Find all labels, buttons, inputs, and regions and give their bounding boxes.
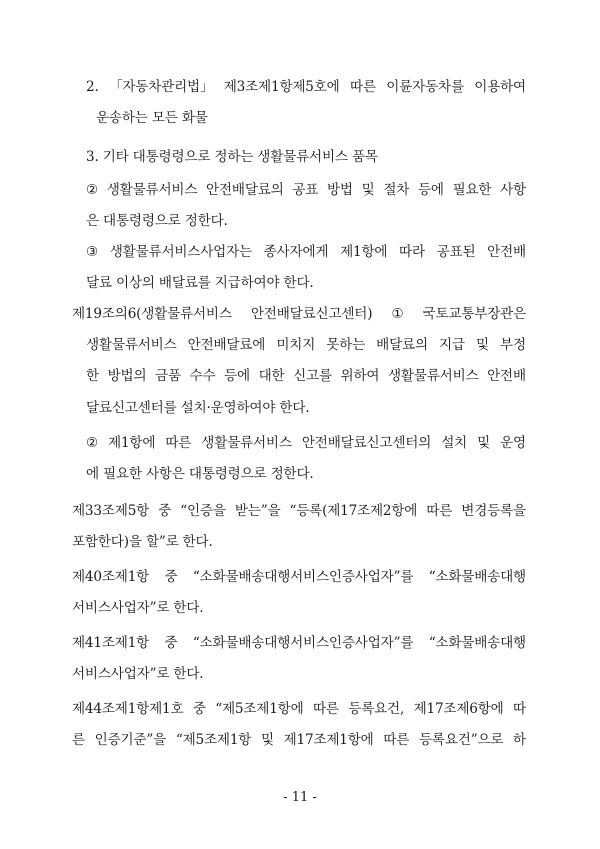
word: ③ — [86, 244, 98, 260]
word: 중 — [164, 635, 178, 651]
word: 변경등록을 — [461, 503, 526, 519]
word: 한 — [86, 368, 99, 384]
word: 생활물류서비스 — [387, 368, 479, 384]
article-heading-line — [72, 305, 526, 323]
text-line: 달료신고센터를 설치·운영하여야 한다. — [86, 400, 310, 416]
word: 인증기준”을 — [94, 732, 167, 748]
word: 안전배 — [487, 244, 526, 260]
word: 생활물류서비스 — [201, 435, 292, 451]
word: 른 — [72, 732, 85, 748]
word: 안전배 — [487, 368, 526, 384]
word: 운영 — [500, 435, 526, 451]
word: 따 — [513, 701, 526, 717]
word: 받는”을 — [234, 503, 281, 519]
word: 및 — [477, 435, 491, 451]
word: 중 — [164, 569, 178, 585]
word: 제19조의6(생활물류서비스 — [72, 306, 232, 322]
text-line: 에 필요한 사항은 대통령령으로 정한다. — [86, 466, 314, 482]
word: 필요한 — [452, 182, 492, 198]
word: 설치 — [441, 435, 468, 451]
word: 수수 — [189, 368, 216, 384]
word: 배달료의 — [376, 337, 428, 353]
word: “소화물배송대행 — [428, 569, 526, 585]
word: “등록(제17조제2항에 — [289, 503, 418, 519]
word: “소화물배송대행서비스인증사업자”를 — [192, 635, 414, 651]
word: 따른 — [312, 701, 339, 717]
word: 제41조제1항 — [72, 635, 150, 651]
word: 생활물류서비스사업자는 — [109, 244, 252, 260]
word: 따른 — [426, 503, 453, 519]
text-line — [72, 568, 526, 586]
text-line — [86, 434, 526, 452]
word: ② — [86, 435, 98, 451]
word: 제1항에 — [108, 435, 156, 451]
text-line: 서비스사업자”로 한다. — [72, 600, 204, 616]
text-line — [86, 181, 526, 199]
word: 안전배달료의 — [206, 182, 284, 198]
word: 중 — [158, 503, 172, 519]
word: 등에 — [417, 182, 444, 198]
word: 따른 — [383, 732, 410, 748]
word: 하 — [513, 732, 526, 748]
word: 안전배달료신고센터) — [250, 306, 373, 322]
word: 안전배달료신고센터의 — [301, 435, 432, 451]
word: 방법 — [327, 182, 353, 198]
word: 따른 — [350, 79, 376, 95]
word: “제5조제1항에 — [215, 701, 304, 717]
word: 등록요건, — [348, 701, 405, 717]
text-line — [72, 502, 526, 520]
page-number: - 11 - — [283, 790, 317, 805]
word: 따른 — [165, 435, 192, 451]
word: 부정 — [500, 337, 526, 353]
word: 중 — [192, 701, 206, 717]
text-line: 포함한다)을 할”로 한다. — [72, 534, 213, 550]
text-line: 은 대통령령으로 정한다. — [86, 213, 228, 229]
word: 신고를 — [293, 368, 332, 384]
word: 절차 — [383, 182, 410, 198]
word: 등에 — [224, 368, 250, 384]
text-line — [72, 731, 526, 749]
word: 이륜자동차를 — [386, 79, 464, 95]
text-line — [86, 367, 526, 385]
word: ① — [391, 306, 404, 322]
word: 공표된 — [436, 244, 476, 260]
word: 방법의 — [107, 368, 147, 384]
word: 제17조제1항에 — [283, 732, 374, 748]
word: 생활물류서비스 — [86, 337, 177, 353]
word: 및 — [260, 732, 274, 748]
word: “소화물배송대행 — [428, 635, 526, 651]
word: 사항 — [500, 182, 526, 198]
word: 제17조제6항에 — [413, 701, 504, 717]
word: “인증을 — [180, 503, 226, 519]
text-line — [86, 336, 526, 354]
text-line: 달료 이상의 배달료를 지급하여야 한다. — [86, 275, 314, 291]
word: 제44조제1항제1호 — [72, 701, 184, 717]
word: 제3조제1항제5호에 — [223, 79, 340, 95]
word: 공표 — [292, 182, 319, 198]
text-line — [72, 700, 526, 718]
text-line — [72, 634, 526, 652]
word: 2. — [86, 79, 99, 95]
text-line: 운송하는 모든 화물 — [96, 110, 208, 126]
word: 생활물류서비스 — [106, 182, 198, 198]
word: 제40조제1항 — [72, 569, 150, 585]
word: 및 — [475, 337, 489, 353]
word: 대한 — [258, 368, 285, 384]
word: ② — [86, 182, 98, 198]
word: 등록요건”으로 — [418, 732, 504, 748]
word: 국토교통부장관은 — [422, 306, 526, 322]
text-line: 3. 기타 대통령령으로 정하는 생활물류서비스 품목 — [86, 149, 378, 165]
text-line — [86, 78, 526, 96]
word: 및 — [361, 182, 375, 198]
word: 금품 — [155, 368, 181, 384]
word: 이용하여 — [474, 79, 526, 95]
word: 제1항에 — [340, 244, 388, 260]
word: “소화물배송대행서비스인증사업자”를 — [192, 569, 414, 585]
word: 미치지 — [276, 337, 316, 353]
word: 안전배달료에 — [187, 337, 266, 353]
word: 종사자에게 — [263, 244, 329, 260]
word: 「자동차관리법」 — [108, 79, 214, 95]
word: 못하는 — [326, 337, 366, 353]
text-line — [86, 243, 526, 261]
word: “제5조제1항 — [175, 732, 252, 748]
word: 지급 — [439, 337, 465, 353]
word: 따라 — [399, 244, 425, 260]
word: 제33조제5항 — [72, 503, 150, 519]
text-line: 서비스사업자”로 한다. — [72, 666, 204, 682]
word: 위하여 — [340, 368, 380, 384]
